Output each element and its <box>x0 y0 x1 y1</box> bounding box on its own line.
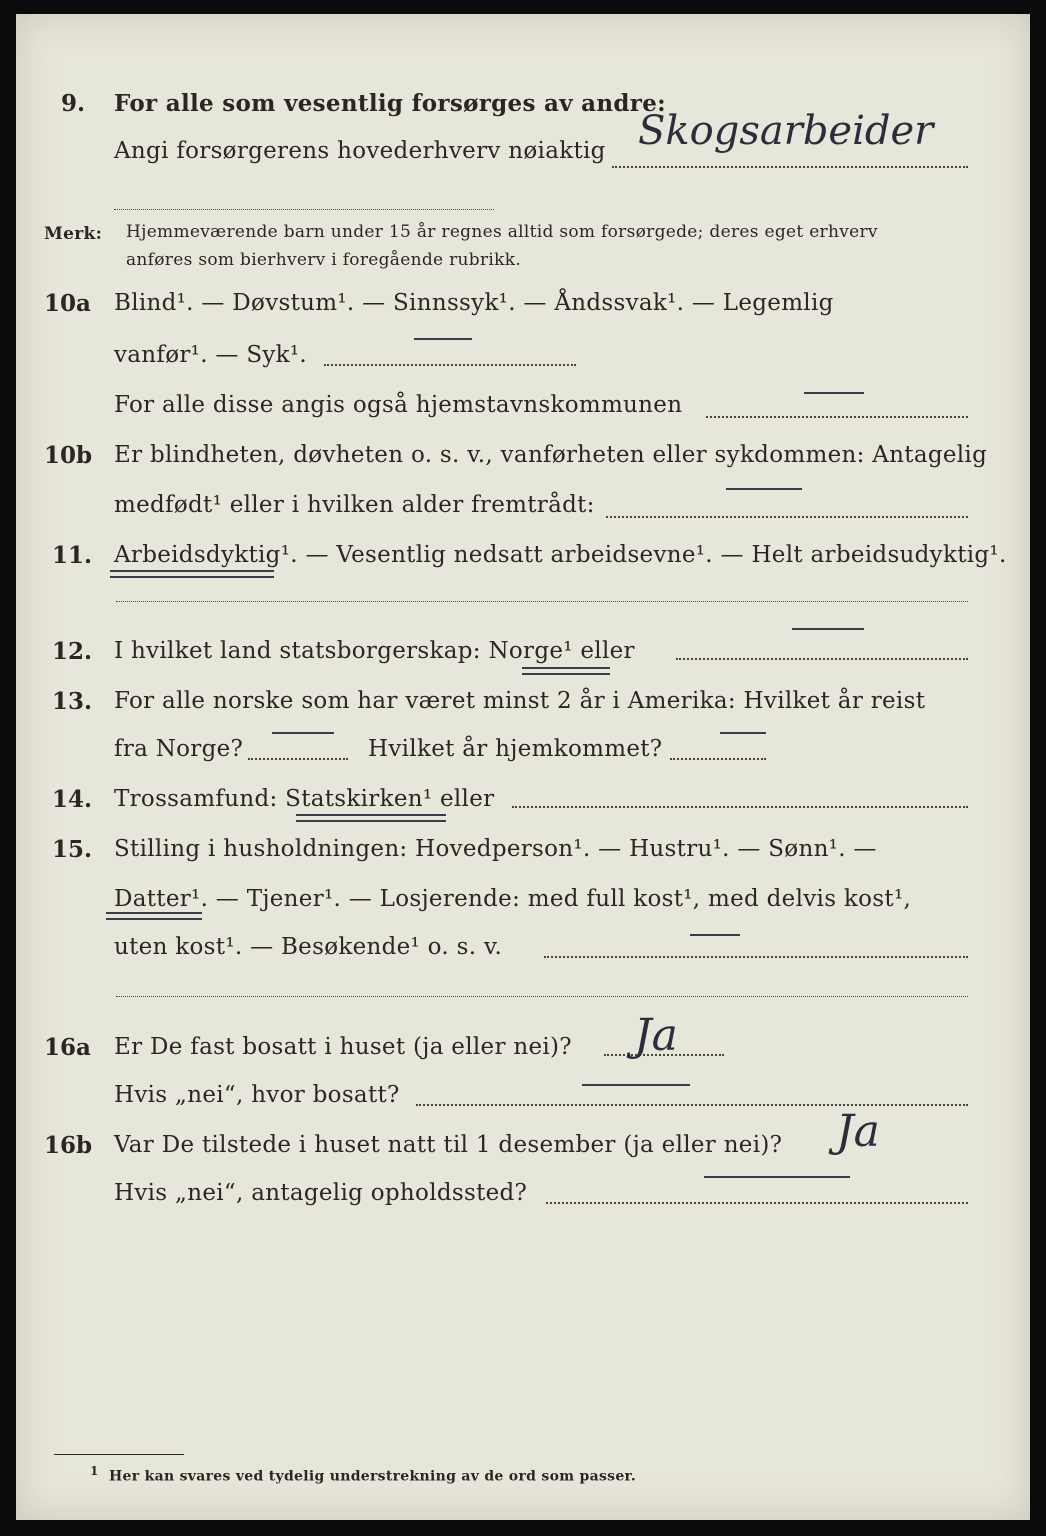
q15-line-2: Datter¹. — Tjener¹. — Losjerende: med full kost¹, med delvis kost¹, <box>114 886 912 912</box>
handwritten-underline <box>522 667 610 675</box>
item-number-16b: 16b <box>44 1132 93 1159</box>
note-line-1: Hjemmeværende barn under 15 år regnes alltid som forsørgede; deres eget erhverv <box>126 222 878 242</box>
handwritten-underline <box>110 570 274 578</box>
q14-answer-line <box>512 806 968 808</box>
q9-answer-line <box>612 166 968 168</box>
q9-handwritten-answer: Skogsarbeider <box>638 108 934 154</box>
item-number-12: 12. <box>52 638 93 665</box>
item-number-9: 9. <box>61 90 86 117</box>
q13-line-1: For alle norske som har været minst 2 år i Amerika: Hvilket år reist <box>114 688 926 714</box>
q10a-line-1: Blind¹. — Døvstum¹. — Sinnssyk¹. — Åndssvak¹. — Legemlig <box>114 290 834 316</box>
handwritten-dash <box>720 732 766 734</box>
handwritten-dash <box>414 338 472 340</box>
q9-prompt: Angi forsørgerens hovederhverv nøiaktig <box>114 138 606 164</box>
handwritten-underline <box>106 912 202 920</box>
footnote-rule <box>54 1454 184 1455</box>
note-line-2: anføres som bierhverv i foregående rubrikk. <box>126 250 522 270</box>
q16a-line-2: Hvis „nei“, hvor bosatt? <box>114 1082 400 1108</box>
item-number-16a: 16a <box>44 1034 91 1061</box>
q16a-line-1: Er De fast bosatt i huset (ja eller nei)? <box>114 1034 572 1060</box>
q12-answer-line <box>676 658 968 660</box>
separator <box>116 996 968 997</box>
item-number-10b: 10b <box>44 442 93 469</box>
handwritten-dash <box>704 1176 850 1178</box>
item-number-15: 15. <box>52 836 93 863</box>
handwritten-dash <box>792 628 864 630</box>
separator <box>116 601 968 602</box>
note-label: Merk: <box>44 224 103 244</box>
q10b-answer-line <box>606 516 968 518</box>
footnote: $^1$ Her kan svares ved tydelig understrekning av de ord som passer. <box>90 1464 637 1485</box>
handwritten-dash <box>272 732 334 734</box>
q16a-handwritten-answer: Ja <box>634 1010 678 1061</box>
item-number-13: 13. <box>52 688 93 715</box>
handwritten-dash <box>582 1084 690 1086</box>
q9-heading: For alle som vesentlig forsørges av andre: <box>114 90 666 117</box>
q16b-line-1: Var De tilstede i huset natt til 1 desember (ja eller nei)? <box>114 1132 783 1158</box>
q10a-line-2: vanfør¹. — Syk¹. <box>114 342 308 368</box>
q16a-residence-line <box>416 1104 968 1106</box>
handwritten-underline <box>296 814 446 822</box>
item-number-10a: 10a <box>44 290 91 317</box>
q13-line-2b: Hvilket år hjemkommet? <box>368 736 663 762</box>
q10b-line-2: medfødt¹ eller i hvilken alder fremtrådt: <box>114 492 595 518</box>
item-number-14: 14. <box>52 786 93 813</box>
q15-answer-line <box>544 956 968 958</box>
q15-line-3: uten kost¹. — Besøkende¹ o. s. v. <box>114 934 503 960</box>
item-number-11: 11. <box>52 542 93 569</box>
q12-line-1: I hvilket land statsborgerskap: Norge¹ eller <box>114 638 635 664</box>
separator <box>114 209 494 210</box>
q10a-line-3: For alle disse angis også hjemstavnskommunen <box>114 392 683 418</box>
q13-year-return-line <box>670 758 766 760</box>
q16b-handwritten-answer: Ja <box>836 1106 880 1157</box>
q10a-answer-line <box>324 364 576 366</box>
handwritten-dash <box>690 934 740 936</box>
q10a-home-line <box>706 416 968 418</box>
q13-year-left-line <box>248 758 348 760</box>
handwritten-dash <box>804 392 864 394</box>
q10b-line-1: Er blindheten, døvheten o. s. v., vanførheten eller sykdommen: Antagelig <box>114 442 988 468</box>
q13-line-2a: fra Norge? <box>114 736 244 762</box>
handwritten-dash <box>726 488 802 490</box>
q16b-line-2: Hvis „nei“, antagelig opholdssted? <box>114 1180 528 1206</box>
q11-line-1: Arbeidsdyktig¹. — Vesentlig nedsatt arbeidsevne¹. — Helt arbeidsudyktig¹. <box>114 542 1007 568</box>
q15-line-1: Stilling i husholdningen: Hovedperson¹. — Hustru¹. — Sønn¹. — <box>114 836 877 862</box>
q14-line-1: Trossamfund: Statskirken¹ eller <box>114 786 495 812</box>
census-form-page <box>16 14 1030 1520</box>
q16b-whereabouts-line <box>546 1202 968 1204</box>
